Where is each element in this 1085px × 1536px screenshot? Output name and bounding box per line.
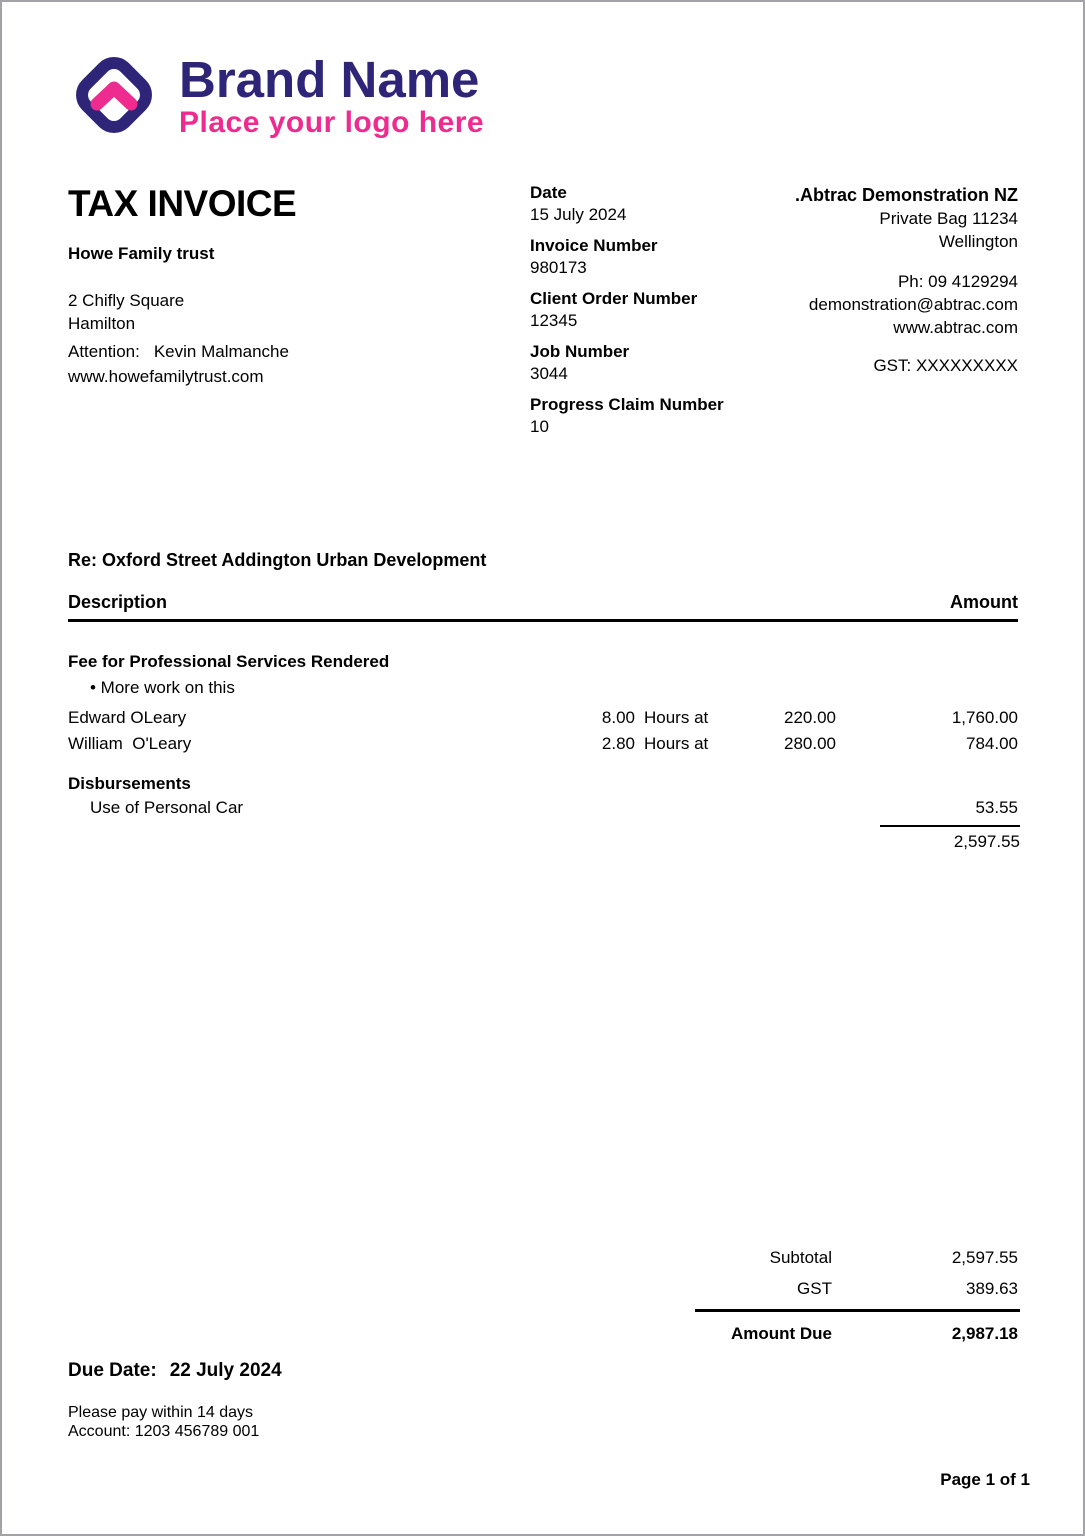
- table-header-rule: [68, 619, 1018, 622]
- attention-name: Kevin Malmanche: [153, 342, 289, 361]
- disbursement-row-amount: 53.55: [975, 798, 1018, 817]
- subtotal-row: [68, 1248, 1018, 1274]
- meta-client-order-number-label: Client Order Number: [530, 289, 698, 308]
- fee-row-hours: 2.80: [601, 734, 635, 753]
- payment-note: Please pay within 14 days: [68, 1404, 253, 1421]
- meta-job-number-value: 3044: [530, 364, 568, 383]
- client-address-line2: Hamilton: [68, 314, 136, 333]
- company-address-line2: Wellington: [938, 232, 1018, 251]
- amount-due-label: Amount Due: [730, 1324, 832, 1343]
- brand-tagline: Place your logo here: [179, 106, 485, 139]
- fee-row-rate: 220.00: [784, 708, 836, 727]
- client-website: www.howefamilytrust.com: [68, 367, 264, 386]
- brand-name: Brand Name: [179, 51, 480, 108]
- diamond-chevron-logo-icon: [68, 46, 160, 142]
- company-email: demonstration@abtrac.com: [808, 295, 1018, 314]
- payment-account: Account: 1203 456789 001: [68, 1423, 260, 1440]
- subject-line: Re: Oxford Street Addington Urban Development: [68, 550, 487, 570]
- meta-progress-claim-number-label: Progress Claim Number: [530, 395, 724, 414]
- fee-row-unit-label: Hours at: [644, 708, 709, 727]
- section-total-rule: [880, 825, 1020, 827]
- spacer: [698, 253, 1018, 270]
- page-number: Page 1 of 1: [940, 1470, 1030, 1489]
- description-column-header: Description: [68, 592, 168, 612]
- fee-row-name: William O'Leary: [68, 734, 192, 753]
- subtotal-label: Subtotal: [769, 1248, 832, 1267]
- meta-invoice-number-value: 980173: [530, 258, 587, 277]
- due-date-line: [68, 1360, 282, 1382]
- fee-row-unit-label: Hours at: [644, 734, 709, 753]
- client-address-line1: 2 Chifly Square: [68, 291, 185, 310]
- amount-due-value: 2,987.18: [951, 1324, 1018, 1343]
- disbursement-table-row: [68, 798, 1018, 822]
- due-date-value: 22 July 2024: [169, 1360, 282, 1381]
- amount-due-rule: [695, 1309, 1020, 1312]
- payment-instructions: [68, 1403, 259, 1441]
- client-details: [68, 242, 498, 388]
- fee-section-note: • More work on this: [90, 678, 235, 697]
- amount-column-header: Amount: [950, 592, 1018, 612]
- company-website: www.abtrac.com: [893, 318, 1018, 337]
- fee-row-amount: 1,760.00: [951, 708, 1018, 727]
- company-details: [698, 184, 1018, 377]
- brand-logo: [68, 46, 484, 142]
- document-title: TAX INVOICE: [68, 183, 297, 224]
- meta-client-order-number-value: 12345: [530, 311, 578, 330]
- meta-date-value: 15 July 2024: [530, 205, 627, 224]
- disbursement-row-name: Use of Personal Car: [90, 798, 244, 817]
- gst-label: GST: [797, 1279, 832, 1298]
- meta-invoice-number-label: Invoice Number: [530, 236, 658, 255]
- logo-text: [179, 46, 484, 139]
- meta-job-number-label: Job Number: [530, 342, 630, 361]
- company-phone: Ph: 09 4129294: [897, 272, 1018, 291]
- fee-table-row: [68, 734, 1018, 758]
- client-attention: [68, 340, 498, 363]
- subtotal-value: 2,597.55: [951, 1248, 1018, 1267]
- fee-row-rate: 280.00: [784, 734, 836, 753]
- table-header: [68, 592, 1018, 613]
- company-address-line1: Private Bag 11234: [879, 209, 1018, 228]
- gst-value: 389.63: [966, 1279, 1018, 1298]
- fee-row-amount: 784.00: [966, 734, 1018, 753]
- company-gst: GST: XXXXXXXXX: [873, 356, 1018, 375]
- meta-date-label: Date: [530, 183, 567, 202]
- fee-row-hours: 8.00: [601, 708, 635, 727]
- attention-label: Attention:: [68, 342, 140, 361]
- fee-row-name: Edward OLeary: [68, 708, 187, 727]
- meta-progress-claim-number: [530, 394, 770, 438]
- spacer: [698, 339, 1018, 354]
- fee-table-row: [68, 708, 1018, 732]
- amount-due-row: [68, 1324, 1018, 1350]
- disbursements-section-title: Disbursements: [68, 774, 191, 793]
- client-name: Howe Family trust: [68, 244, 215, 263]
- meta-progress-claim-number-value: 10: [530, 417, 549, 436]
- fee-section-title: Fee for Professional Services Rendered: [68, 652, 390, 671]
- due-date-label: Due Date:: [68, 1360, 157, 1381]
- gst-row: [68, 1279, 1018, 1305]
- section-total-value: 2,597.55: [953, 832, 1020, 851]
- company-name: .Abtrac Demonstration NZ: [794, 185, 1018, 205]
